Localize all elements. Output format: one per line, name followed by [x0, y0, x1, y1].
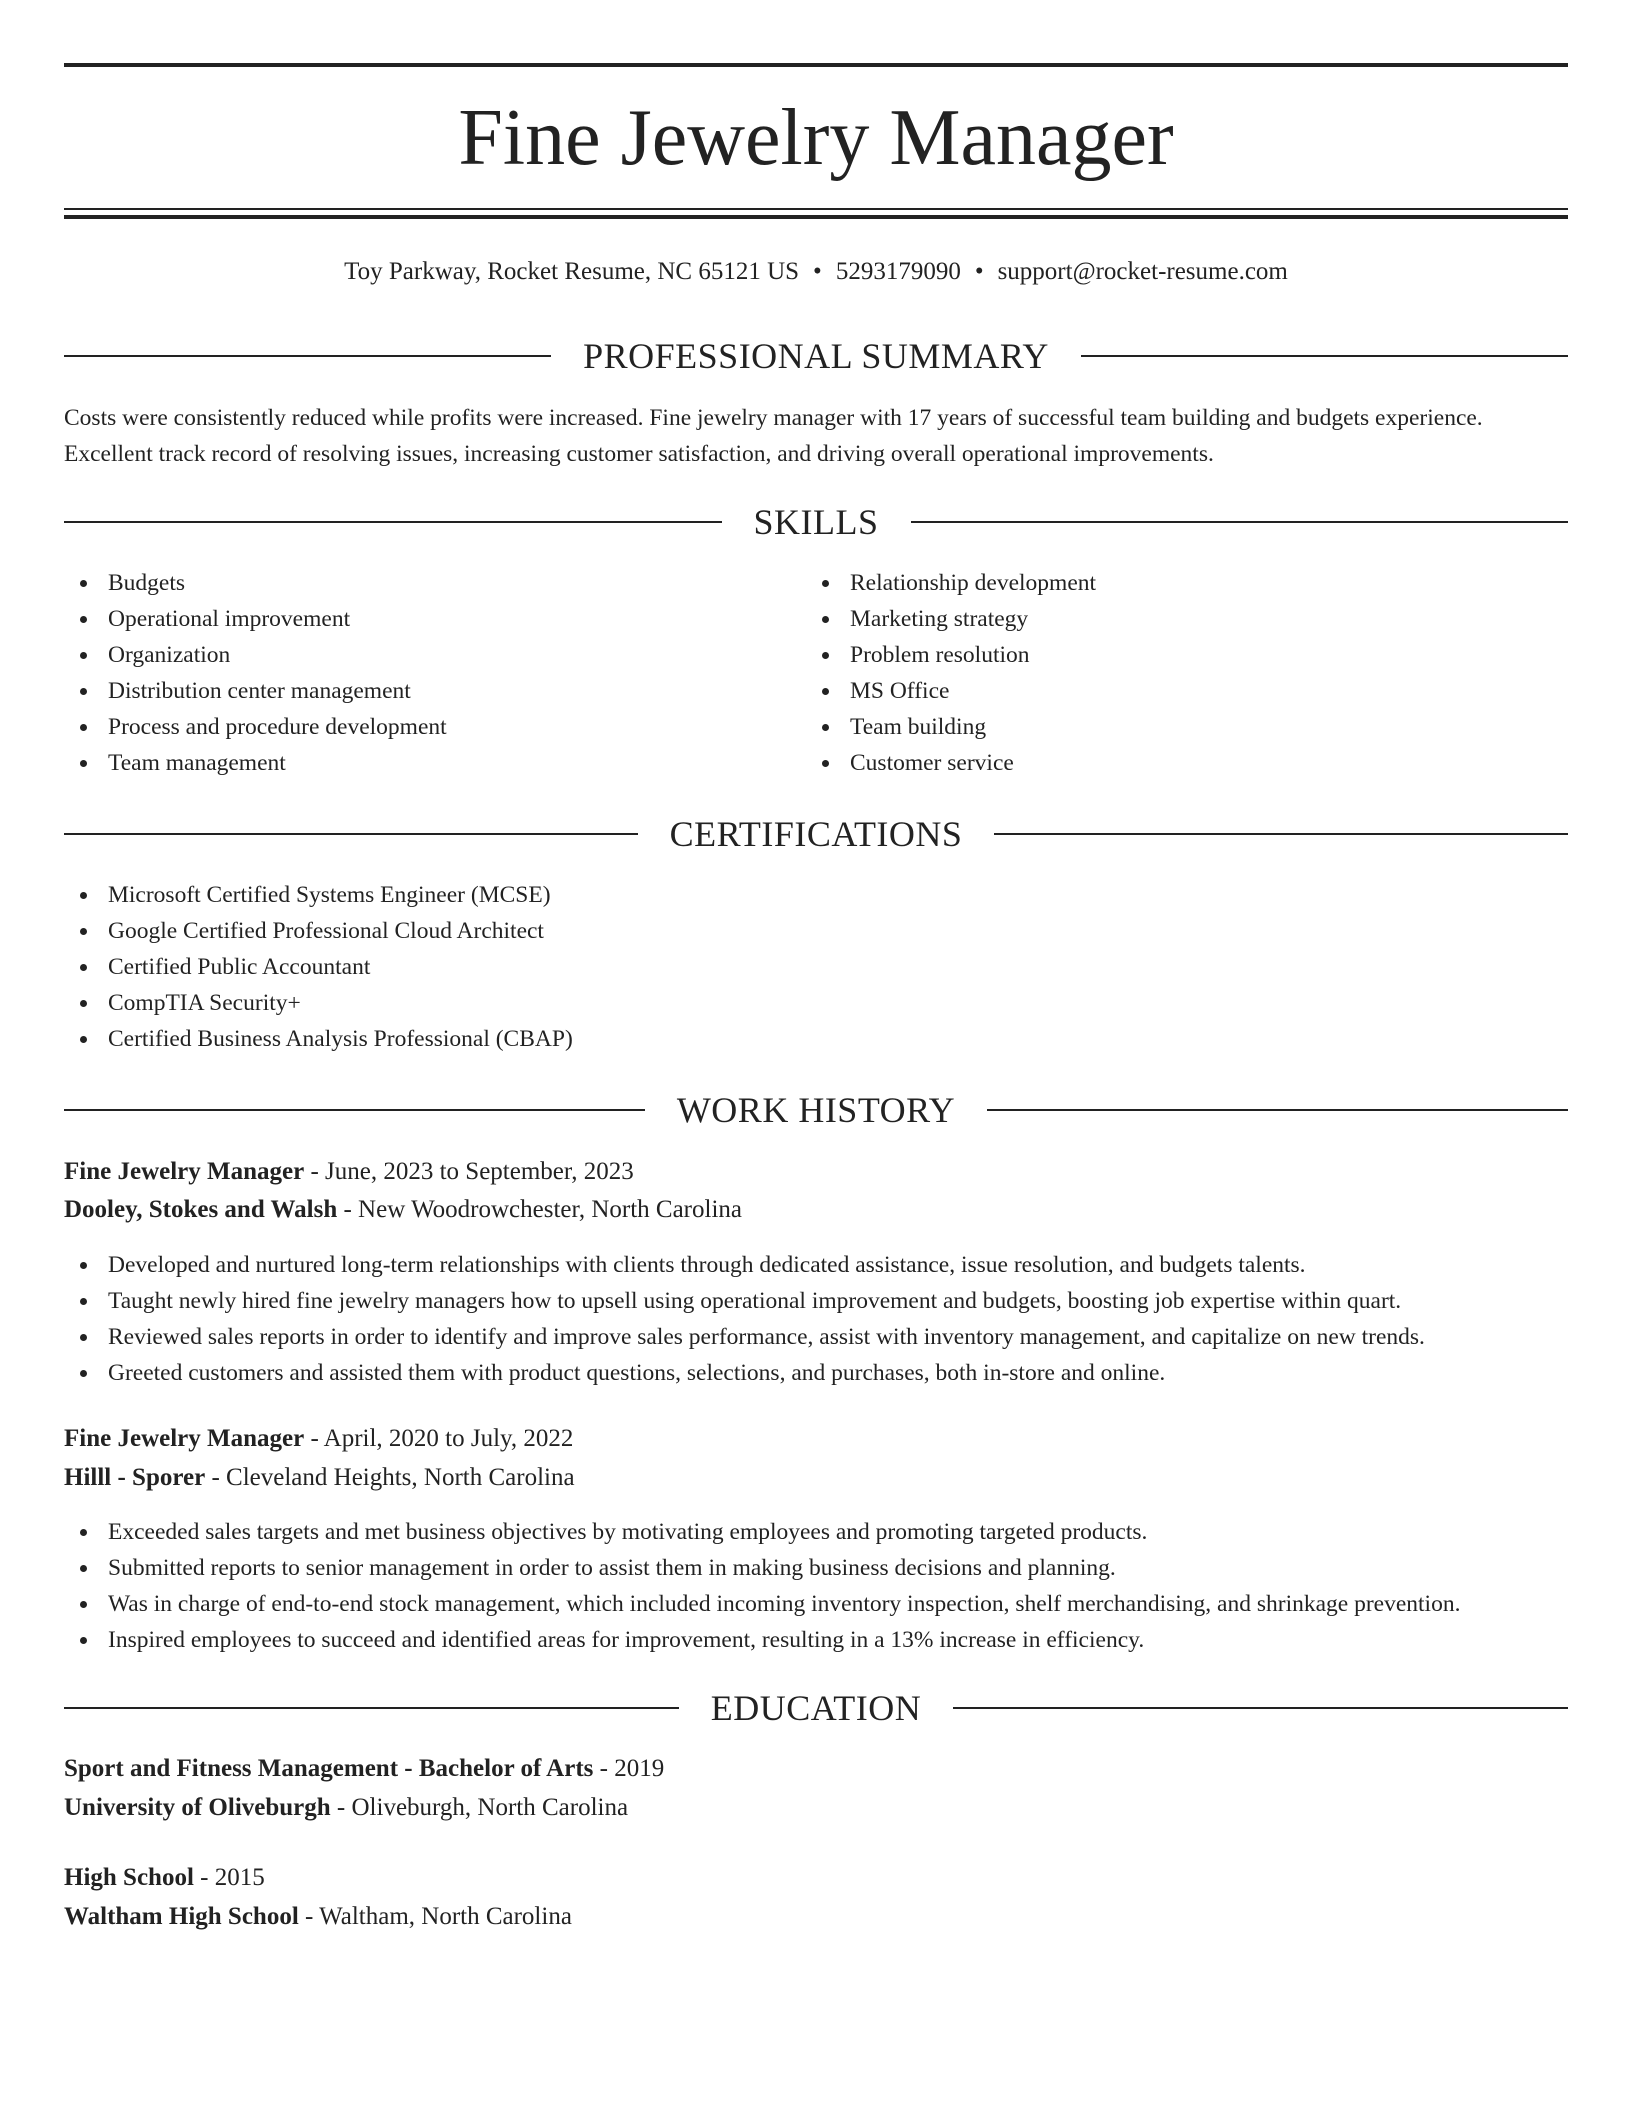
job-bullet: Exceeded sales targets and met business objectives by motivating employees and promoting targeted products. — [64, 1514, 1568, 1550]
resume-title: Fine Jewelry Manager — [458, 94, 1174, 182]
skill-item: Operational improvement — [64, 601, 764, 637]
contact-address: Toy Parkway, Rocket Resume, NC 65121 US — [344, 258, 800, 285]
skill-item: Team management — [64, 745, 764, 781]
heading-rule-left — [64, 1109, 645, 1111]
skill-item: Distribution center management — [64, 673, 764, 709]
education-degree-line — [64, 1859, 1568, 1897]
section-heading-summary — [64, 334, 1568, 378]
job-bullet: Developed and nurtured long-term relationships with clients through dedicated assistance, issue resolution, and budgets talents. — [64, 1247, 1568, 1283]
job-bullets — [64, 1247, 1568, 1391]
heading-rule-right — [987, 1109, 1568, 1111]
job-title: Fine Jewelry Manager — [64, 1158, 305, 1185]
job-location: - New Woodrowchester, North Carolina — [337, 1196, 742, 1223]
skill-item: Problem resolution — [806, 637, 1506, 673]
job-bullet: Greeted customers and assisted them with product questions, selections, and purchases, both in-store and online. — [64, 1355, 1568, 1391]
education-school: University of Oliveburgh — [64, 1794, 331, 1821]
contact-separator: • — [974, 258, 984, 285]
summary-text: Costs were consistently reduced while profits were increased. Fine jewelry manager with 17 years of successful team building and budgets experience. Excellent track record of resolving issues, increasing customer satisfaction, and driving overall operational improvements. — [64, 405, 1483, 467]
skill-item: Customer service — [806, 745, 1506, 781]
section-title: EDUCATION — [710, 1688, 922, 1728]
skills-list-right — [806, 565, 1506, 781]
job-dates: - June, 2023 to September, 2023 — [304, 1158, 634, 1185]
education-year: - 2019 — [593, 1755, 665, 1782]
certification-item: Certified Public Accountant — [64, 949, 1464, 985]
job-bullets — [64, 1514, 1568, 1658]
skill-item: MS Office — [806, 673, 1506, 709]
heading-rule-right — [994, 833, 1568, 835]
section-heading-certifications — [64, 812, 1568, 856]
section-title: SKILLS — [753, 502, 879, 542]
section-title: CERTIFICATIONS — [669, 814, 963, 854]
section-title: WORK HISTORY — [676, 1090, 956, 1130]
heading-rule-left — [64, 833, 638, 835]
job-bullet: Was in charge of end-to-end stock management, which included incoming inventory inspection, shelf merchandising, and shrinkage prevention. — [64, 1586, 1568, 1622]
job-dates: - April, 2020 to July, 2022 — [304, 1425, 574, 1452]
skill-item: Organization — [64, 637, 764, 673]
top-rule — [64, 63, 1568, 67]
skill-item: Team building — [806, 709, 1506, 745]
job-company-line — [64, 1191, 1568, 1229]
skill-item: Budgets — [64, 565, 764, 601]
job-location: - Cleveland Heights, North Carolina — [205, 1464, 575, 1491]
heading-rule-left — [64, 355, 551, 357]
job-company: Dooley, Stokes and Walsh — [64, 1196, 338, 1223]
heading-rule-left — [64, 1707, 679, 1709]
education-year: - 2015 — [193, 1864, 265, 1891]
job-title-line — [64, 1153, 1568, 1191]
heading-rule-right — [953, 1707, 1568, 1709]
skills-list-left — [64, 565, 764, 781]
job-bullet: Submitted reports to senior management in order to assist them in making business decisions and planning. — [64, 1550, 1568, 1586]
heading-rule-left — [64, 521, 722, 523]
job-bullet: Reviewed sales reports in order to identify and improve sales performance, assist with inventory management, and capitalize on new trends. — [64, 1319, 1568, 1355]
education-degree: Sport and Fitness Management - Bachelor of Arts — [64, 1755, 594, 1782]
section-title: PROFESSIONAL SUMMARY — [583, 336, 1049, 376]
education-degree: High School — [64, 1864, 194, 1891]
job-company-line — [64, 1459, 1568, 1497]
certification-item: Google Certified Professional Cloud Architect — [64, 913, 1464, 949]
education-location: - Waltham, North Carolina — [298, 1903, 572, 1930]
certifications-list — [64, 877, 1464, 1057]
education-degree-line — [64, 1750, 1568, 1788]
skill-item: Relationship development — [806, 565, 1506, 601]
skill-item: Process and procedure development — [64, 709, 764, 745]
skill-item: Marketing strategy — [806, 601, 1506, 637]
title-double-rule — [64, 208, 1568, 219]
certification-item: CompTIA Security+ — [64, 985, 1464, 1021]
heading-rule-right — [1081, 355, 1568, 357]
section-heading-skills — [64, 500, 1568, 544]
education-school-line — [64, 1789, 1568, 1827]
section-heading-work — [64, 1088, 1568, 1132]
certification-item: Certified Business Analysis Professional (CBAP) — [64, 1021, 1464, 1057]
education-school-line — [64, 1898, 1568, 1936]
heading-rule-right — [911, 521, 1569, 523]
certification-item: Microsoft Certified Systems Engineer (MCSE) — [64, 877, 1464, 913]
contact-separator: • — [813, 258, 822, 285]
contact-email: support@rocket-resume.com — [997, 258, 1288, 285]
education-school: Waltham High School — [64, 1903, 299, 1930]
job-title: Fine Jewelry Manager — [64, 1425, 305, 1452]
job-company: Hilll - Sporer — [64, 1464, 206, 1491]
contact-line — [64, 254, 1568, 290]
job-title-line — [64, 1420, 1568, 1458]
contact-phone: 5293179090 — [835, 258, 961, 285]
job-bullet: Inspired employees to succeed and identified areas for improvement, resulting in a 13% increase in efficiency. — [64, 1622, 1568, 1658]
job-bullet: Taught newly hired fine jewelry managers how to upsell using operational improvement and budgets, boosting job expertise within quart. — [64, 1283, 1568, 1319]
education-location: - Oliveburgh, North Carolina — [330, 1794, 629, 1821]
section-heading-education — [64, 1686, 1568, 1730]
